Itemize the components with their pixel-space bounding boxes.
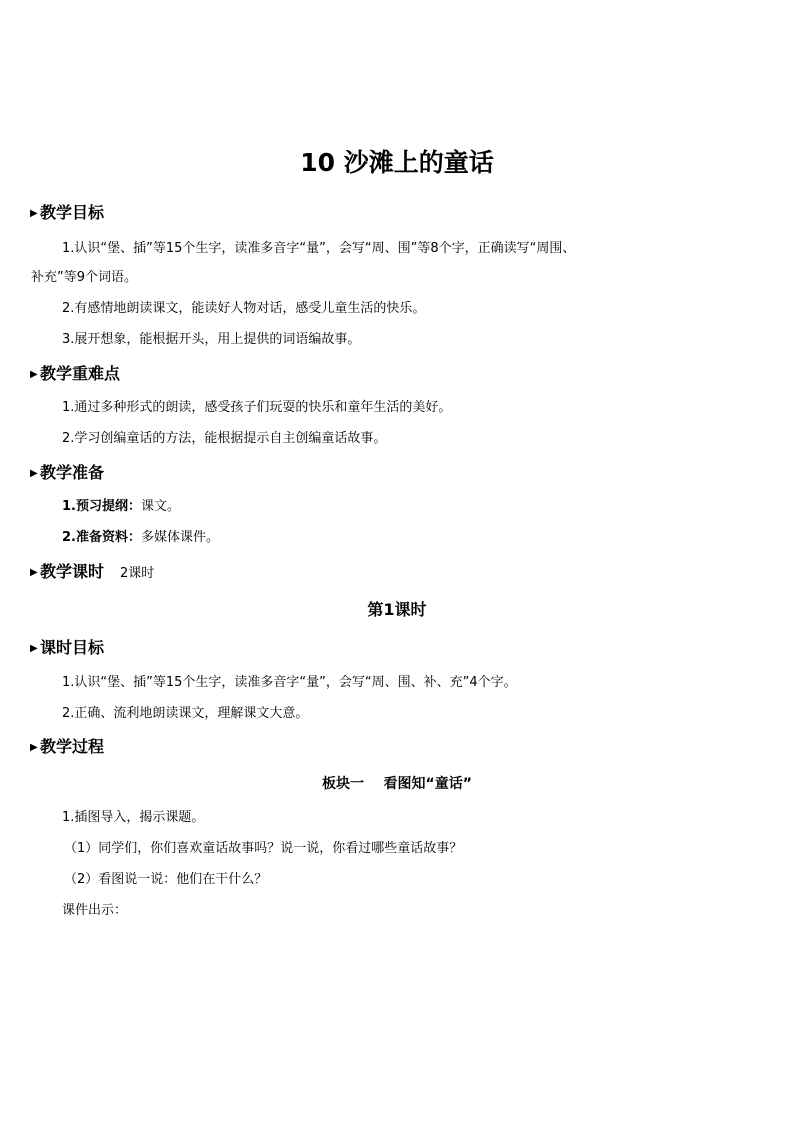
preparation-label: 1.预习提纲： bbox=[62, 499, 141, 514]
section-heading-goals bbox=[30, 201, 104, 226]
process-item-2: （1）同学们，你们喜欢童话故事吗？说一说，你看过哪些童话故事？ bbox=[64, 841, 463, 856]
section-heading-text: 教学课时 bbox=[40, 562, 105, 581]
goal-item-1-cont: 补充”等9个词语。 bbox=[31, 270, 138, 285]
lesson-goal-item-1: 1.认识“堡、插”等15个生字，读准多音字“量”，会写“周、围、补、充”4个字。 bbox=[62, 675, 517, 690]
preparation-label: 2.准备资料： bbox=[62, 530, 141, 545]
key-point-item-1: 1.通过多种形式的朗读，感受孩子们玩耍的快乐和童年生活的美好。 bbox=[62, 400, 452, 415]
section-heading-lesson-goals bbox=[30, 636, 104, 661]
triangle-bullet-icon: ▶ bbox=[30, 742, 38, 753]
section-heading-preparation bbox=[30, 461, 104, 486]
block-title: 板块一 看图知“童话” bbox=[322, 776, 472, 792]
section-heading-key-points bbox=[30, 362, 120, 387]
section-heading-text: 课时目标 bbox=[40, 638, 105, 657]
goal-item-2: 2.有感情地朗读课文，能读好人物对话，感受儿童生活的快乐。 bbox=[62, 301, 426, 316]
lesson-heading: 第1课时 bbox=[367, 600, 427, 619]
key-point-item-2: 2.学习创编童话的方法，能根据提示自主创编童话故事。 bbox=[62, 431, 387, 446]
section-heading-text: 教学重难点 bbox=[40, 364, 121, 383]
periods-value: 2课时 bbox=[120, 566, 155, 581]
section-heading-text: 教学过程 bbox=[40, 737, 105, 756]
preparation-text: 课文。 bbox=[140, 499, 180, 514]
section-heading-process bbox=[30, 735, 104, 760]
goal-item-1: 1.认识“堡、插”等15个生字，读准多音字“量”，会写“周、围”等8个字，正确读写“周围、 bbox=[62, 241, 576, 256]
preparation-item-1 bbox=[62, 497, 180, 517]
process-item-4: 课件出示： bbox=[62, 903, 128, 918]
section-heading-text: 教学准备 bbox=[40, 463, 105, 482]
triangle-bullet-icon: ▶ bbox=[30, 567, 38, 578]
triangle-bullet-icon: ▶ bbox=[30, 208, 38, 219]
lesson-goal-item-2: 2.正确、流利地朗读课文，理解课文大意。 bbox=[62, 706, 309, 721]
preparation-item-2 bbox=[62, 528, 219, 548]
section-heading-periods bbox=[30, 560, 154, 586]
triangle-bullet-icon: ▶ bbox=[30, 643, 38, 654]
triangle-bullet-icon: ▶ bbox=[30, 369, 38, 380]
triangle-bullet-icon: ▶ bbox=[30, 468, 38, 479]
page-title: 10 沙滩上的童话 bbox=[300, 148, 494, 177]
process-item-3: （2）看图说一说：他们在干什么？ bbox=[64, 872, 268, 887]
goal-item-3: 3.展开想象，能根据开头，用上提供的词语编故事。 bbox=[62, 332, 361, 347]
section-heading-text: 教学目标 bbox=[40, 203, 105, 222]
preparation-text: 多媒体课件。 bbox=[140, 530, 219, 545]
process-item-1: 1.插图导入，揭示课题。 bbox=[62, 810, 205, 825]
